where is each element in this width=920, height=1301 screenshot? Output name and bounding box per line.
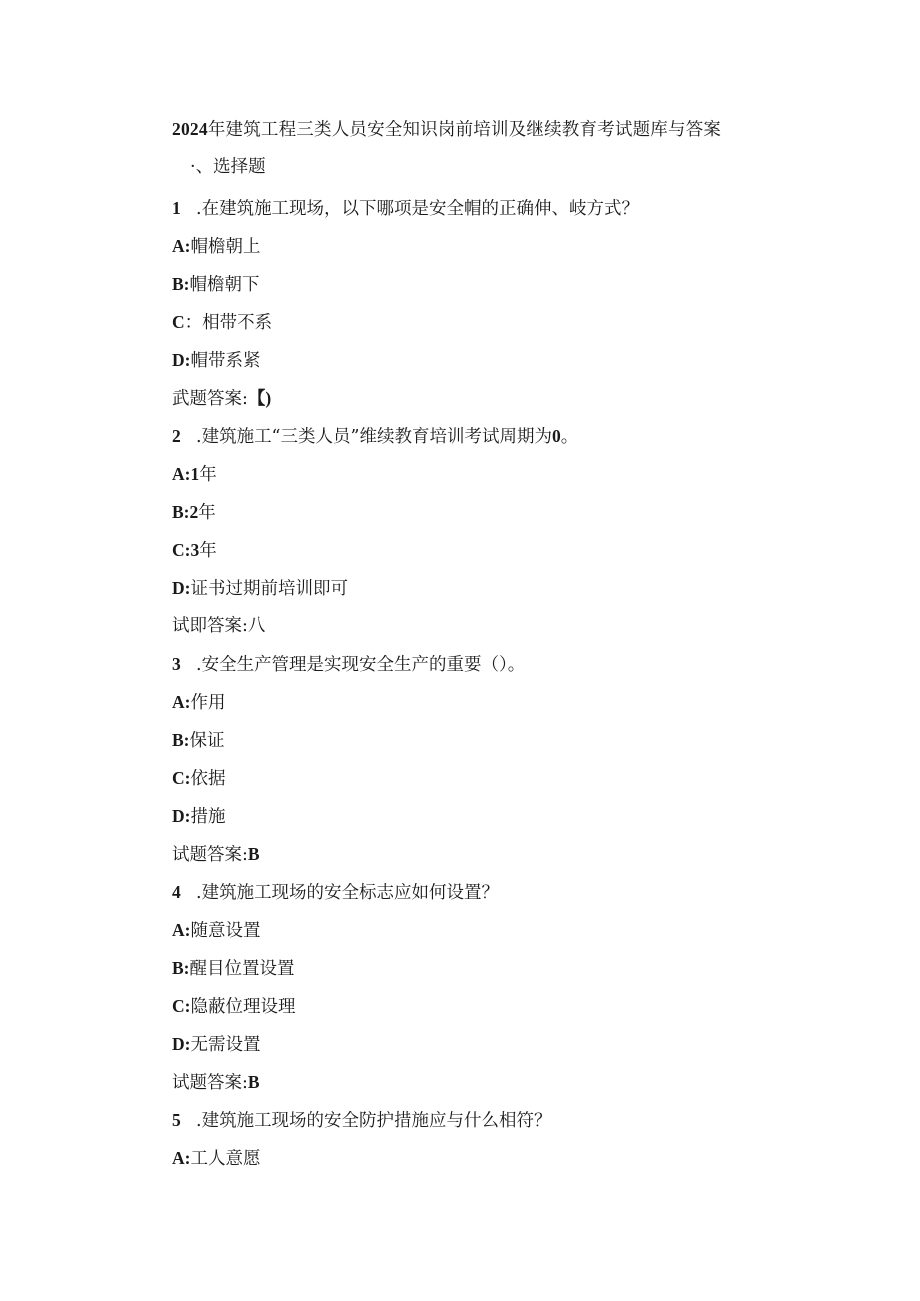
option-d [172,803,225,830]
option-text: 帽檐朝上 [190,237,261,257]
question-number: 4 [172,882,181,902]
answer-label: 武题答案: [172,389,248,409]
question-text-end: 。 [560,427,579,447]
option-c [172,993,295,1020]
title-text: 年建筑工程三类人员安全知识岗前培训及继续教育考试题库与答案 [207,120,722,140]
option-key: D: [172,806,191,826]
option-b [172,271,260,298]
option-key: C [172,312,185,332]
option-text: 帽檐朝下 [189,275,260,295]
option-key: C: [172,768,191,788]
option-key: B: [172,274,190,294]
option-text: 年 [199,465,217,485]
answer-line [172,1069,260,1096]
option-text: 帽带系紧 [190,351,261,371]
option-text: 无需设置 [190,1035,261,1055]
question-1 [172,195,639,222]
answer-line [172,841,260,868]
question-number: 3 [172,654,181,674]
answer-value: B [247,1072,260,1092]
question-text-bold: 0 [551,426,561,446]
question-text: .建筑施工现场的安全防护措施应与什么相符？ [196,1111,552,1131]
option-text: 作用 [190,693,226,713]
question-2 [172,423,578,450]
title-year: 2024 [172,119,208,139]
question-text: .在建筑施工现场，以下哪项是安全帽的正确伸、岐方式？ [196,199,640,219]
option-text: 工人意愿 [190,1149,261,1169]
option-text: 隐蔽位理设理 [190,997,296,1017]
option-text: 措施 [190,807,226,827]
question-number: 5 [172,1110,181,1130]
option-key: A: [172,236,191,256]
option-d [172,1031,260,1058]
section-heading: ·、选择题 [190,157,266,177]
option-a [172,917,260,944]
option-d [172,347,260,374]
option-d [172,575,348,602]
question-4 [172,879,499,906]
option-text: 依据 [190,769,226,789]
option-b [172,955,295,982]
option-c [172,309,272,336]
question-text: .安全生产管理是实现安全生产的重要（）。 [196,655,526,675]
option-c [172,537,217,564]
option-key: D: [172,350,191,370]
option-text: 证书过期前培训即可 [190,579,348,599]
option-key: A: [172,692,191,712]
option-text: 保证 [189,731,225,751]
option-key: C: [172,996,191,1016]
answer-line [172,385,271,412]
option-text: ：相带不系 [184,313,273,333]
answer-label: 试即答案: [172,616,248,636]
option-key: B: [172,730,190,750]
answer-value: 八 [247,616,266,636]
answer-line [172,613,265,639]
option-text: 醒目位置设置 [189,959,295,979]
option-key: A: [172,1148,191,1168]
option-a [172,689,225,716]
option-key: A: [172,920,191,940]
option-key: D: [172,578,191,598]
question-number: 1 [172,198,181,218]
question-3 [172,651,525,678]
option-text: 随意设置 [190,921,261,941]
option-key: B:2 [172,502,199,522]
document-title [172,116,721,143]
answer-value: 【) [247,388,272,408]
question-text: .建筑施工“三类人员”维续教育培训考试周期为 [196,427,552,447]
option-key: D: [172,1034,191,1054]
option-key: C:3 [172,540,200,560]
question-5 [172,1107,552,1134]
option-c [172,765,225,792]
option-text: 年 [198,503,216,523]
option-b [172,727,225,754]
question-text: .建筑施工现场的安全标志应如何设置？ [196,883,500,903]
question-number: 2 [172,426,181,446]
option-a [172,233,260,260]
option-text: 年 [199,541,217,561]
answer-label: 试题答案: [172,1073,248,1093]
answer-value: B [247,844,260,864]
option-a [172,461,217,488]
answer-label: 试题答案: [172,845,248,865]
option-b [172,499,216,526]
option-key: A:1 [172,464,200,484]
option-a [172,1145,260,1172]
option-key: B: [172,958,190,978]
